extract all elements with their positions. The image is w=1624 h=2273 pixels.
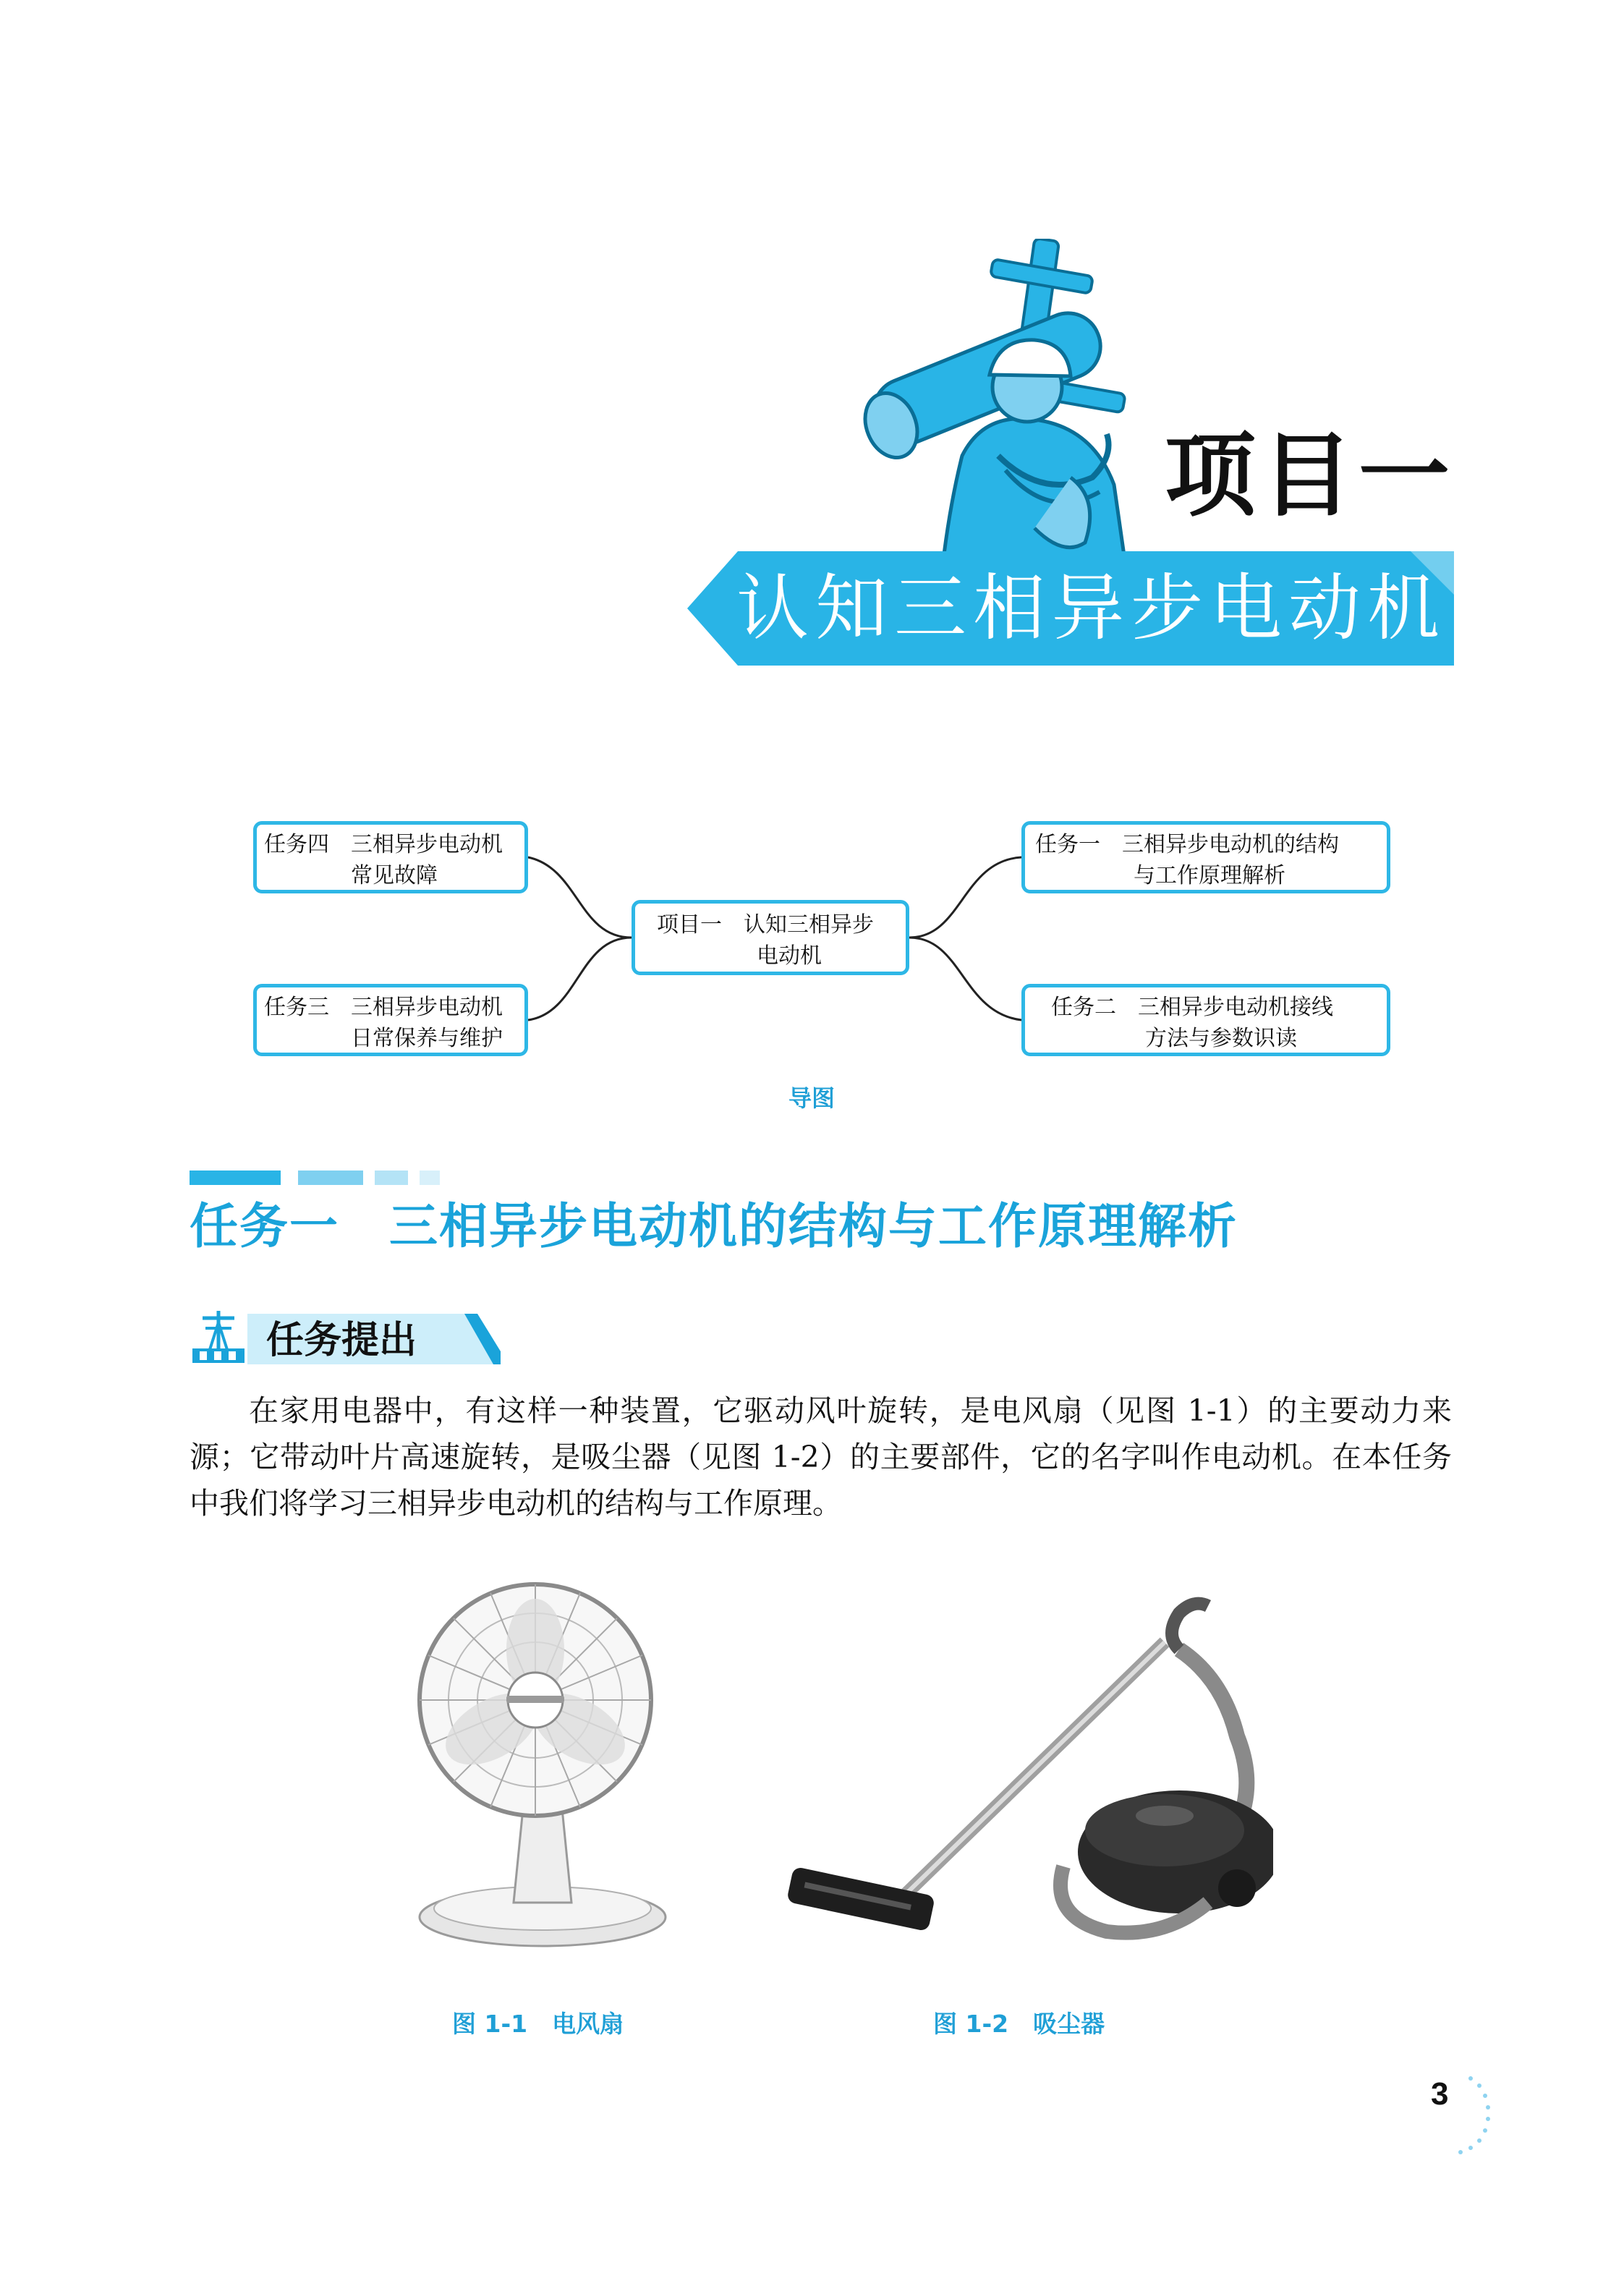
- project-number: 项目一: [1165, 422, 1455, 529]
- heading-decor-bar: [190, 1171, 281, 1185]
- heading-decor-bar: [298, 1171, 363, 1185]
- task4-line2: 常见故障: [351, 863, 438, 888]
- mind-map-task1-node: [1021, 821, 1390, 893]
- electric-fan-image: [398, 1577, 687, 1953]
- figure-caption-text: 电风扇: [552, 2010, 624, 2038]
- page-number: 3: [1431, 2076, 1449, 2112]
- task3-line1: 三相异步电动机: [351, 995, 503, 1020]
- figure-caption-vacuum: [933, 2005, 1105, 2039]
- task1-line2: 与工作原理解析: [1134, 863, 1285, 888]
- task3-label: 任务三: [264, 995, 329, 1020]
- task3-line2: 日常保养与维护: [351, 1026, 503, 1051]
- heading-decor-bar: [375, 1171, 408, 1185]
- task1-line1: 三相异步电动机的结构: [1122, 832, 1339, 857]
- figure-number: 图 1-2: [933, 2010, 1009, 2038]
- power-tower-icon: [192, 1311, 245, 1363]
- task2-line2: 方法与参数识读: [1145, 1026, 1297, 1051]
- figure-caption-fan: [452, 2005, 624, 2039]
- task1-label: 任务一: [1035, 832, 1100, 857]
- worker-carrying-pole-illustration: [854, 239, 1157, 586]
- mind-map-task4-node: [253, 821, 528, 893]
- center-line2: 电动机: [757, 943, 822, 969]
- task4-line1: 三相异步电动机: [351, 832, 503, 857]
- task-heading: 任务一 三相异步电动机的结构与工作原理解析: [190, 1197, 1238, 1254]
- mind-map-task3-node: [253, 984, 528, 1056]
- task2-line1: 三相异步电动机接线: [1138, 995, 1333, 1020]
- body-paragraph: 在家用电器中，有这样一种装置，它驱动风叶旋转，是电风扇（见图 1-1）的主要动力来源；它带动叶片高速旋转，是吸尘器（见图 1-2）的主要部件，它的名字叫作电动机。在本任务中我们将学习三相异步电动机的结构与工作原理。: [190, 1393, 1452, 1521]
- figure-number: 图 1-1: [452, 2010, 528, 2038]
- mind-map-task2-node: [1021, 984, 1390, 1056]
- project-title: 认知三相异步电动机: [736, 566, 1446, 650]
- vacuum-cleaner-image: [774, 1592, 1273, 1968]
- task4-label: 任务四: [264, 832, 329, 857]
- task2-label: 任务二: [1051, 995, 1116, 1020]
- page-number-decor: [1414, 2073, 1494, 2167]
- figure-caption-text: 吸尘器: [1033, 2010, 1105, 2038]
- mind-map-caption: 导图: [788, 1084, 836, 1112]
- center-line1: 项目一 认知三相异步: [657, 912, 874, 938]
- mind-map-center-node: [632, 900, 909, 975]
- heading-decor-bar: [420, 1171, 440, 1185]
- section-title: 任务提出: [266, 1318, 417, 1362]
